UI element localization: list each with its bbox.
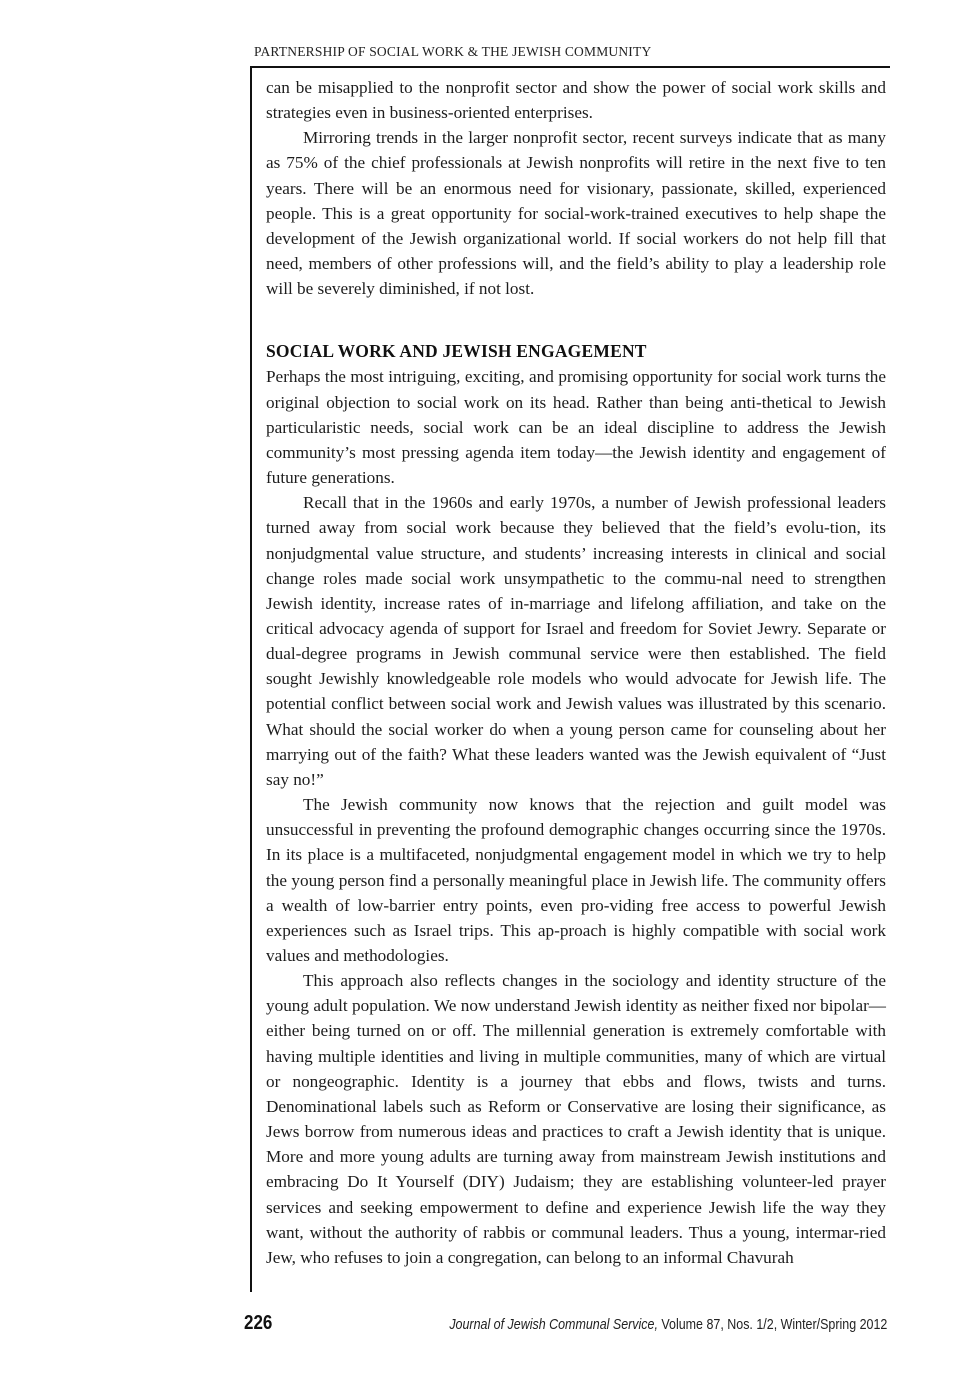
paragraph: This approach also reflects changes in the sociology and identity structure of the young adult population. We now understand Jewish identity as neither fixed nor bipolar—either being turned on or off. The millennial generation is extremely comfortable with having multiple identities and living in multiple communities, many of which are virtual or nongeographic. Identity is a journey that ebbs and flows, twists and turns. Denominational labels such as Reform or Conservative are losing their significance, as Jews borrow from numerous ideas and practices to craft a Jewish identity that is unique. More and more young adults are turning away from mainstream Jewish institutions and embracing Do It Yourself (DIY) Judaism; they are establishing volunteer-led prayer services and seeking empowerment to define and experience Jewish life the way they want, without the authority of rabbis or communal leaders. Thus a young, intermar-ried Jew, who refuses to join a congregation, can belong to an informal Chavurah xyxy=(266,971,886,1267)
paragraph: Recall that in the 1960s and early 1970s, a number of Jewish professional leaders turned away from social work because they believed that the field’s evolu-tion, its nonjudgmental value structure, and students’ increasing interests in clinical and social change roles made social work unsympathetic to the commu-nal need to strengthen Jewish identity, increase rates of in-marriage and lifelong affiliation, and take on the critical advocacy agenda of support for Israel and freedom for Soviet Jewry. Separate or dual-degree programs in Jewish communal service were then established. The field sought Jewishly knowledgeable role models who would advocate for Jewish life. The potential conflict between social work and Jewish values was illustrated by this scenario. What should the social worker do when a young person came for counseling about her marrying out of the faith? What these leaders wanted was the Jewish equivalent of “Just say no!” xyxy=(266,493,886,789)
paragraph: Perhaps the most intriguing, exciting, and promising opportunity for social work turns the original objection to social work on its head. Rather than being anti-thetical to Jewish particularistic needs, social work can be an ideal discipline to address the Jewish community’s most pressing agenda item today—the Jewish identity and engagement of future generations. xyxy=(266,367,886,488)
page-number: 226 xyxy=(244,1312,273,1334)
journal-title: Journal of Jewish Communal Service, xyxy=(448,1317,658,1333)
section-heading: SOCIAL WORK AND JEWISH ENGAGEMENT xyxy=(266,341,647,362)
paragraph-continued: can be misapplied to the nonprofit sector and show the power of social work skills and strategies even in business-oriented enterprises. xyxy=(266,78,886,123)
paragraph: The Jewish community now knows that the rejection and guilt model was unsuccessful in preventing the profound demographic changes occurring since the 1970s. In its place is a multifaceted, nonjudgmental engagement model in which we try to help the young person find a personally meaningful place in Jewish life. The community offers a wealth of low-barrier entry points, even pro-viding free access to powerful Jewish experiences such as Israel trips. This ap-proach is highly compatible with social work values and methodologies. xyxy=(266,795,886,965)
paragraph: Mirroring trends in the larger nonprofit sector, recent surveys indicate that as many as 75% of the chief professionals at Jewish nonprofits will retire in the next five to ten years. There will be an enormous need for visionary, passionate, skilled, experienced people. This is a great opportunity for social-work-trained executives to help shape the development of the Jewish organizational world. If social workers do not help fill that need, members of other professions will, and the field’s ability to play a leadership role will be severely diminished, if not lost. xyxy=(266,128,886,299)
page-footer xyxy=(0,1312,960,1342)
running-head: PARTNERSHIP OF SOCIAL WORK & THE JEWISH COMMUNITY xyxy=(254,44,652,59)
margin-rule xyxy=(250,66,252,1292)
issue-info: Volume 87, Nos. 1/2, Winter/Spring 2012 xyxy=(657,1317,887,1333)
journal-citation xyxy=(449,1317,887,1333)
header-rule xyxy=(250,66,890,68)
body-text xyxy=(266,75,886,1270)
